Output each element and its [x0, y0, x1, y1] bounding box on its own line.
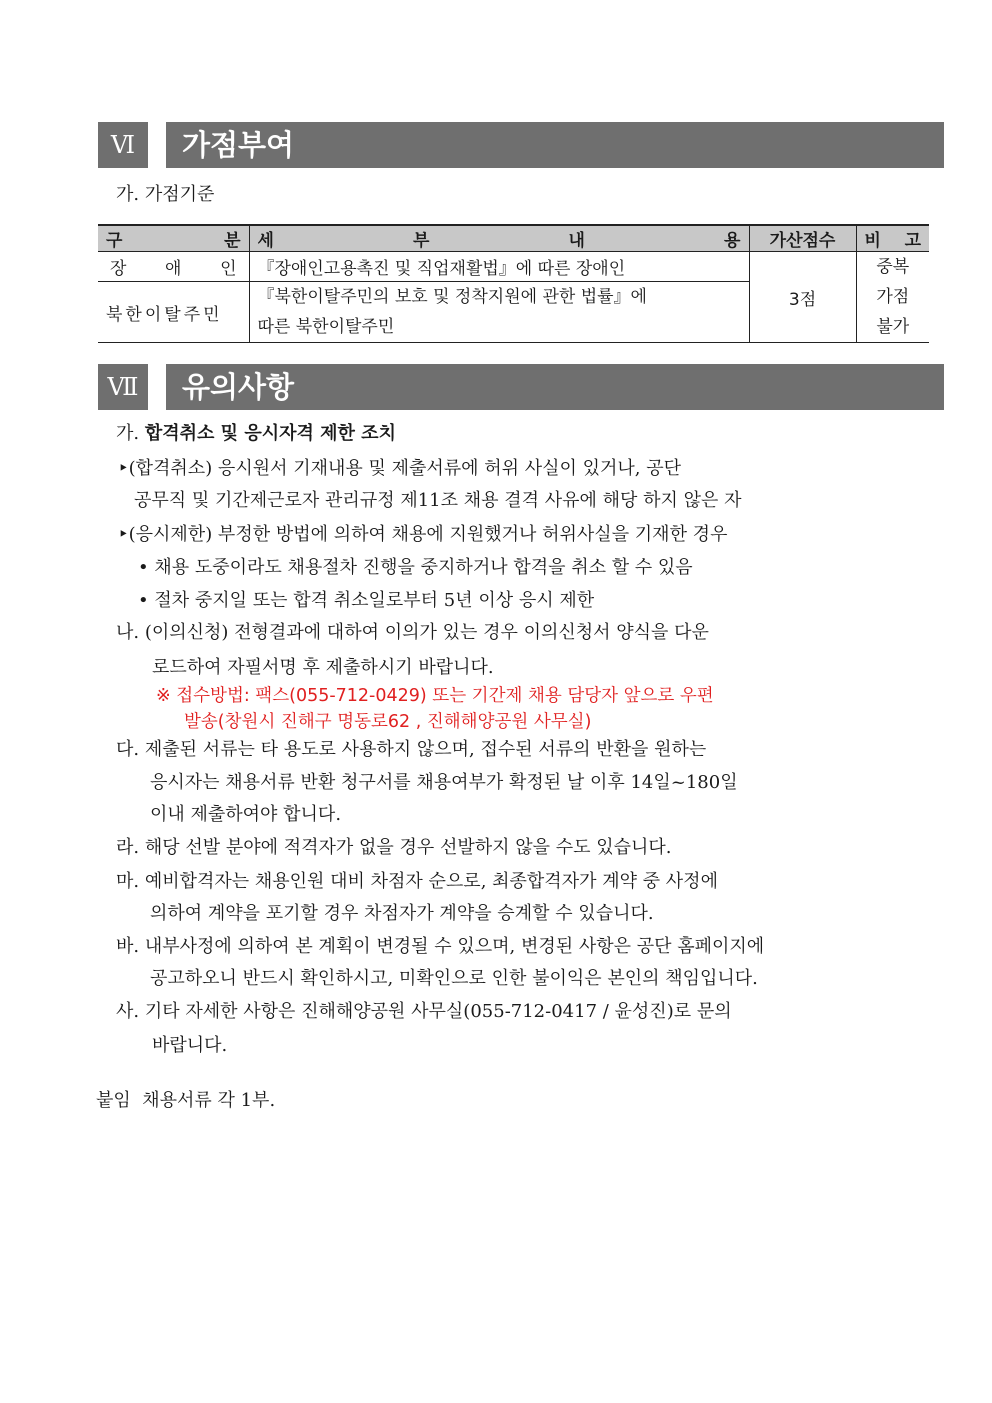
- bonus-table: [98, 224, 929, 343]
- row-defector-detail: 『북한이탈주민의 보호 및 정착지원에 관한 법률』에 따른 북한이탈주민: [249, 282, 749, 343]
- bonus-criteria-label: 가. 가점기준: [116, 184, 215, 205]
- header-score: 가산점수: [749, 225, 856, 252]
- attachment-note: 붙임 채용서류 각 1부.: [96, 1090, 276, 1111]
- note-ga-bullet-1: • 채용 도중이라도 채용절차 진행을 중지하거나 합격을 취소 할 수 있음: [138, 557, 693, 578]
- note-ga-bullet-2: • 절차 중지일 또는 합격 취소일로부터 5년 이상 응시 제한: [138, 590, 595, 611]
- table-row: [98, 252, 929, 282]
- note-na-submission-method: ※ 접수방법: 팩스(055-712-0429) 또는 기간제 채용 담당자 앞으로 우편: [156, 686, 714, 706]
- header-category: 구 분: [98, 225, 249, 252]
- note-sa-line-1: 사. 기타 자세한 사항은 진해해양공원 사무실(055-712-0417 / 윤성진)로 문의: [116, 1001, 732, 1022]
- note-da-line-3: 이내 제출하여야 합니다.: [150, 804, 342, 825]
- note-ba-line-1: 바. 내부사정에 의하여 본 계획이 변경될 수 있으며, 변경된 사항은 공단 홈페이지에: [116, 936, 765, 957]
- note-ga-item-2: ‣(응시제한) 부정한 방법에 의하여 채용에 지원했거나 허위사실을 기재한 경우: [118, 524, 728, 545]
- bonus-score: 3점: [749, 252, 856, 343]
- section-7-title: 유의사항: [166, 364, 944, 410]
- header-note: 비 고: [856, 225, 929, 252]
- row-disabled-category: 장 애 인: [98, 252, 249, 282]
- row-defector-category: 북한이탈주민: [98, 282, 249, 343]
- header-detail: 세 부 내 용: [249, 225, 749, 252]
- section-6-title: 가점부여: [166, 122, 944, 168]
- note-ga-title: 가. 합격취소 및 응시자격 제한 조치: [116, 423, 396, 444]
- note-da-line-2: 응시자는 채용서류 반환 청구서를 채용여부가 확정된 날 이후 14일~180일: [150, 772, 738, 793]
- row-disabled-detail: 『장애인고용촉진 및 직업재활법』에 따른 장애인: [249, 252, 749, 282]
- note-na-line-1: 나. (이의신청) 전형결과에 대하여 이의가 있는 경우 이의신청서 양식을 다운: [116, 622, 709, 643]
- note-ma-line-1: 마. 예비합격자는 채용인원 대비 차점자 순으로, 최종합격자가 계약 중 사정에: [116, 871, 718, 892]
- section-7-number: Ⅶ: [98, 364, 148, 410]
- note-ba-line-2: 공고하오니 반드시 확인하시고, 미확인으로 인한 불이익은 본인의 책임입니다.: [150, 968, 758, 989]
- note-ga-item-1b: 공무직 및 기간제근로자 관리규정 제11조 채용 결격 사유에 해당 하지 않은 자: [134, 490, 742, 511]
- note-na-line-2: 로드하여 자필서명 후 제출하시기 바랍니다.: [152, 657, 494, 678]
- section-7-header: [98, 364, 944, 410]
- note-ma-line-2: 의하여 계약을 포기할 경우 차점자가 계약을 승계할 수 있습니다.: [150, 903, 654, 924]
- note-ra-line-1: 라. 해당 선발 분야에 적격자가 없을 경우 선발하지 않을 수도 있습니다.: [116, 837, 672, 858]
- section-6-header: [98, 122, 944, 168]
- note-ga-item-1a: ‣(합격취소) 응시원서 기재내용 및 제출서류에 허위 사실이 있거나, 공단: [118, 458, 682, 479]
- section-6-number: Ⅵ: [98, 122, 148, 168]
- note-sa-line-2: 바랍니다.: [152, 1035, 228, 1056]
- note-na-submission-address: 발송(창원시 진해구 명동로62 , 진해해양공원 사무실): [184, 712, 592, 732]
- bonus-note: 중복 가점 불가: [856, 252, 929, 343]
- note-da-line-1: 다. 제출된 서류는 타 용도로 사용하지 않으며, 접수된 서류의 반환을 원하는: [116, 739, 707, 760]
- table-header-row: [98, 225, 929, 252]
